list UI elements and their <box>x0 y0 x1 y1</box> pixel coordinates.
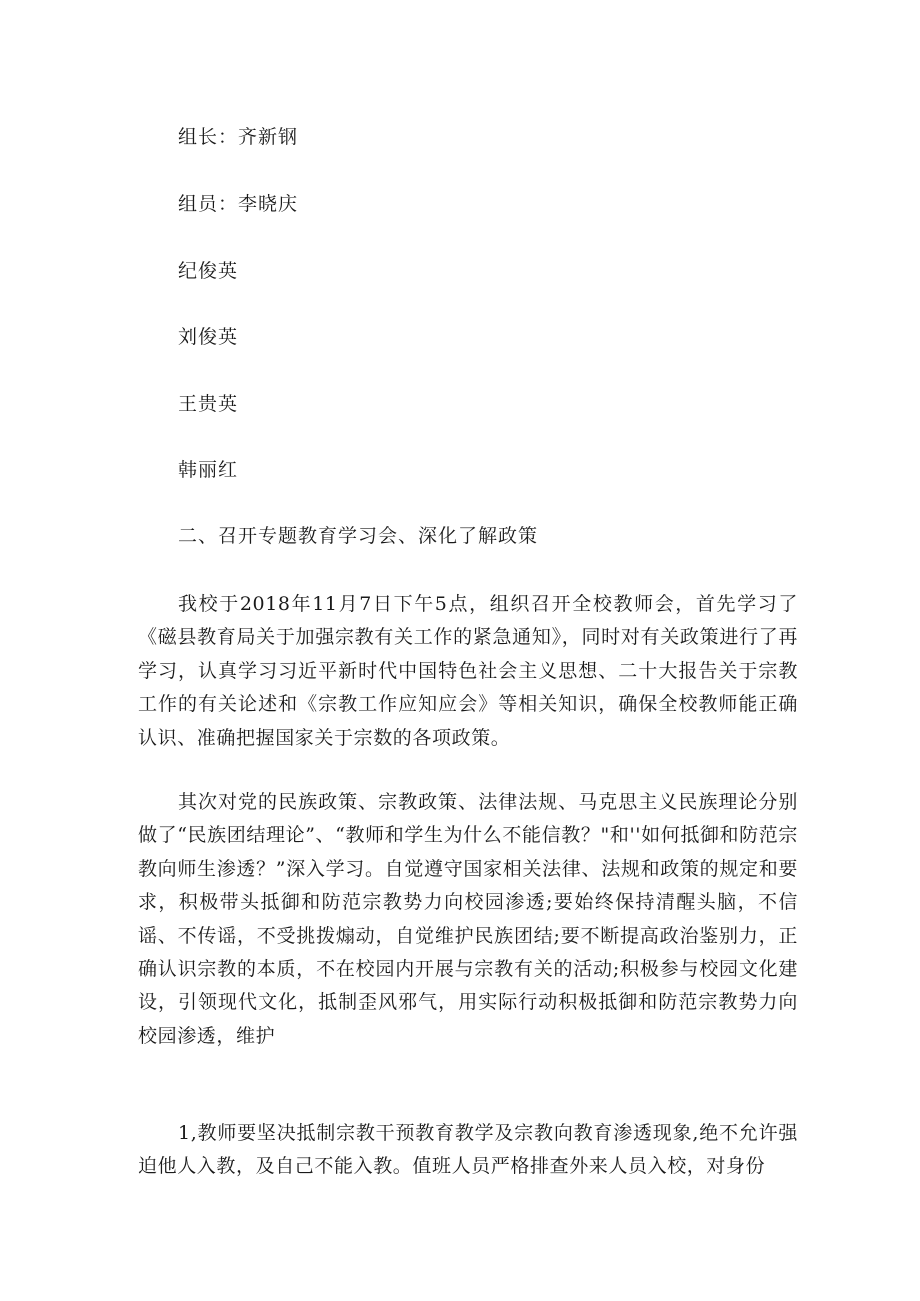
section-heading: 二、召开专题教育学习会、深化了解政策 <box>178 525 539 547</box>
paragraph-study-meeting: 我校于2018年11月7日下午5点，组织召开全校教师会，首先学习了《磁县教育局关于加强宗教有关工作的紧急通知》，同时对有关政策进行了再学习，认真学习习近平新时代中国特色社会主义思想、二十大报告关于宗教工作的有关论述和《宗教工作应知应会》等相关知识，确保全校教师能正确认识、准确把握国家关于宗数的各项政策。 <box>138 593 798 749</box>
paragraph-policy-study: 其次对党的民族政策、宗教政策、法律法规、马克思主义民族理论分别做了“民族团结理论”、“教师和学生为什么不能信教？"和''如何抵御和防范宗教向师生渗透？”深入学习。自觉遵守国家相关法律、法规和政策的规定和要求，积极带头抵御和防范宗教势力向校园渗透;要始终保持清醒头脑，不信谣、不传谣，不受挑拨煽动，自觉维护民族团结;要不断提高政治鉴别力，正确认识宗教的本质，不在校园内开展与宗教有关的活动;积极参与校园文化建设，引领现代文化，抵制歪风邪气，用实际行动积极抵御和防范宗教势力向校园渗透，维护 <box>138 791 798 1047</box>
member-name: 刘俊英 <box>178 326 239 348</box>
member-name: 韩丽红 <box>178 459 239 481</box>
paragraph-teacher-rules: 1,教师要坚决抵制宗教干预教育教学及宗教向教育渗透现象,绝不允许强迫他人入教，及自己不能入教。值班人员严格排查外来人员入校，对身份 <box>138 1122 798 1178</box>
member-name: 纪俊英 <box>178 260 239 282</box>
group-leader-line: 组长：齐新钢 <box>178 126 299 148</box>
group-member-line: 组员：李晓庆 <box>178 193 299 215</box>
member-name: 王贵英 <box>178 393 239 415</box>
